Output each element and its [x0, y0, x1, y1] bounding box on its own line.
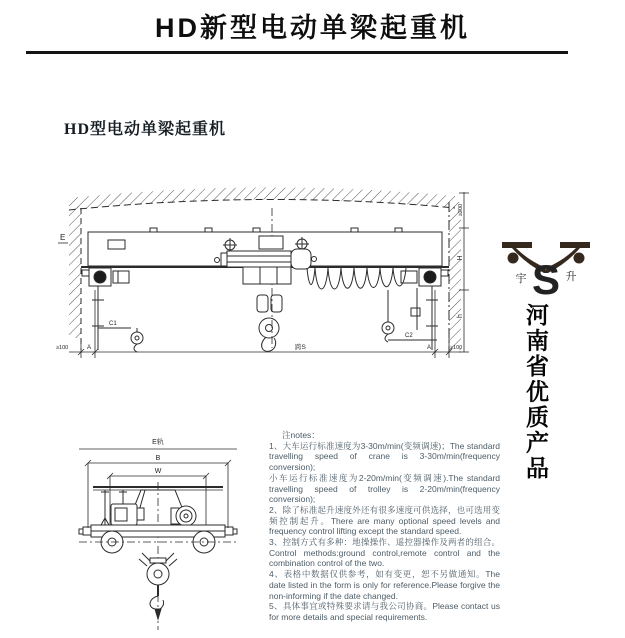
title-divider [26, 51, 568, 54]
note-item-3: 3、控制方式有多种：地操操作、遥控器操作及两者的组合。Control methods:ground control,remote control and the combination control of the two. [269, 537, 500, 569]
end-view-labels [152, 437, 164, 475]
label-height-H: H [457, 255, 464, 261]
label-left-clearance: ≥100 [56, 345, 69, 351]
label-right-a: A [427, 345, 432, 351]
label-height-h: h [457, 314, 464, 318]
label-rail-gauge: E轨 [152, 439, 164, 446]
label-rail-e: E [60, 233, 66, 242]
quality-slogan-vertical: 河南省优质产品 [523, 303, 549, 482]
label-right-clearance: ≥100 [450, 345, 463, 351]
label-wheelbase-W: W [154, 468, 162, 475]
notes-section [269, 430, 500, 623]
section-subtitle: HD型电动单梁起重机 [64, 121, 227, 138]
notes-heading: 注notes： [282, 430, 320, 440]
end-view-machine [79, 482, 237, 630]
label-c2: C2 [405, 333, 413, 339]
left-end-truck [82, 268, 129, 350]
festoon-cables [307, 268, 406, 289]
label-c1: C1 [109, 321, 117, 327]
yusheng-logo-icon [500, 240, 596, 304]
logo-right-char: 升 [565, 271, 577, 283]
note-item-2: 2、除了标准起升速度外还有很多速度可供选择，也可选用变频控制起升。There are many optional speed levels and frequency control lifting except the standard speed. [269, 504, 500, 537]
note-item-1: 1、大车运行标准速度为3-30m/min(变频调速)；The standard travelling speed of crane is 3-30m/min(frequency conversion); [269, 440, 500, 473]
note-item-1b: 小车运行标准速度为2-20m/min(变频调速).The standard travelling speed of trolley is 2-20m/min(frequency conversion); [269, 472, 500, 505]
main-hook [257, 295, 282, 351]
note-item-5: 5、具体事宜或特殊要求请与我公司协商。Please contact us for more details and special requirements. [269, 601, 500, 622]
label-left-a: A [87, 345, 92, 351]
crane-end-view-drawing [55, 430, 255, 638]
note-item-4: 4、表格中数据仅供参考，如有变更，恕不另做通知。The date listed in the form is only for reference.Please forgive the non-informing if the date changed. [269, 569, 500, 601]
crane-front-view-drawing [55, 180, 475, 380]
label-top-clearance: ≥200 [458, 203, 464, 217]
label-span: 跨S [295, 344, 306, 351]
page-title: HD新型电动单梁起重机 [155, 13, 470, 43]
logo-monogram: S [531, 256, 561, 303]
label-width-B: B [155, 455, 161, 462]
logo-left-char: 宇 [515, 273, 527, 285]
end-view-hook-block [139, 553, 177, 619]
